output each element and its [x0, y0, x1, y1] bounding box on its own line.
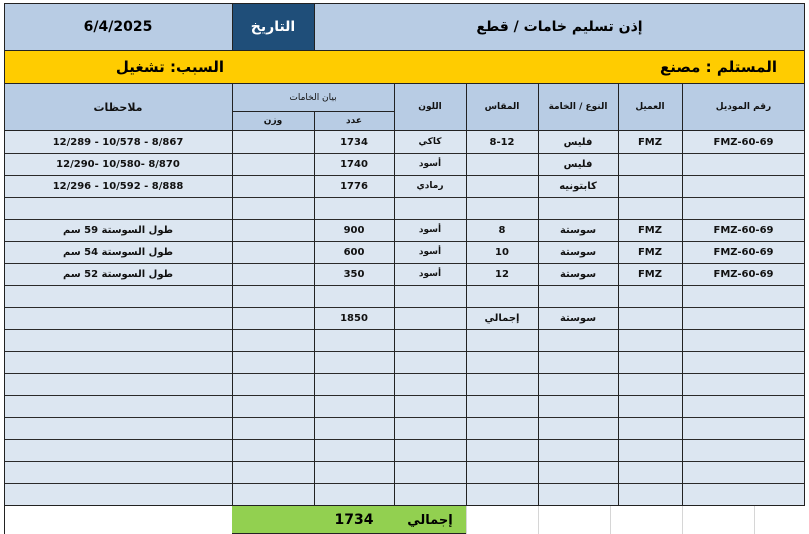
footer-spacer: [232, 506, 314, 534]
type-cell: [538, 483, 618, 505]
notes-cell: [4, 351, 232, 373]
row-divider: [4, 417, 805, 418]
notes-cell: [4, 307, 232, 329]
notes-cell: 12/290- 10/580- 8/870: [56, 158, 180, 170]
row-divider: [4, 219, 805, 220]
color-cell: أسود: [418, 225, 442, 235]
model-cell: FMZ-60-69: [713, 136, 774, 148]
model-cell: FMZ-60-69: [713, 246, 774, 258]
column-header-size: المقاس: [484, 102, 520, 112]
size-cell: [466, 175, 538, 197]
model-cell: [682, 153, 805, 175]
color-cell: أسود: [418, 247, 442, 257]
type-cell: [538, 351, 618, 373]
row-divider: [4, 175, 805, 176]
column-header-model: رقم الموديل: [715, 102, 772, 112]
footer-grid: [466, 506, 805, 534]
weight-cell: [232, 461, 314, 483]
size-cell: [466, 285, 538, 307]
total-value: 1734: [314, 506, 394, 534]
size-cell: [466, 483, 538, 505]
type-cell: [538, 417, 618, 439]
count-cell: [314, 197, 394, 219]
notes-cell: [4, 461, 232, 483]
column-header-color: اللون: [418, 102, 442, 112]
weight-cell: [232, 329, 314, 351]
size-cell: [466, 417, 538, 439]
color-cell: [394, 461, 466, 483]
weight-cell: [232, 241, 314, 263]
notes-cell: [4, 197, 232, 219]
color-cell: [394, 417, 466, 439]
count-cell: 1740: [340, 158, 368, 170]
count-cell: 350: [343, 268, 365, 280]
size-cell: [466, 439, 538, 461]
notes-cell: [4, 417, 232, 439]
count-cell: [314, 483, 394, 505]
client-cell: [618, 197, 682, 219]
row-divider: [4, 329, 805, 330]
client-cell: [618, 417, 682, 439]
column-header-client: العميل: [635, 102, 665, 112]
client-cell: FMZ: [637, 246, 663, 258]
row-divider: [4, 285, 805, 286]
notes-cell: [4, 439, 232, 461]
count-cell: 1776: [340, 180, 368, 192]
model-cell: [682, 285, 805, 307]
type-cell: [538, 329, 618, 351]
client-cell: [618, 373, 682, 395]
type-cell: [538, 285, 618, 307]
color-cell: أسود: [418, 269, 442, 279]
type-cell: سوستة: [559, 246, 597, 258]
row-divider: [4, 153, 805, 154]
model-cell: FMZ-60-69: [713, 268, 774, 280]
model-cell: [682, 329, 805, 351]
model-cell: [682, 439, 805, 461]
type-cell: سوستة: [559, 268, 597, 280]
client-cell: [618, 153, 682, 175]
type-cell: [538, 373, 618, 395]
recipient-text: المستلم : مصنع: [660, 58, 777, 76]
client-cell: [618, 285, 682, 307]
model-cell: [682, 373, 805, 395]
total-label: إجمالي: [394, 506, 466, 534]
row-divider: [4, 307, 805, 308]
notes-cell: طول السوستة 52 سم: [62, 268, 174, 280]
client-cell: [618, 329, 682, 351]
model-cell: FMZ-60-69: [713, 224, 774, 236]
reason-text: السبب: تشغيل: [115, 58, 224, 76]
weight-cell: [232, 417, 314, 439]
client-cell: [618, 483, 682, 505]
model-cell: [682, 307, 805, 329]
color-cell: [394, 307, 466, 329]
color-cell: [394, 197, 466, 219]
type-cell: فليس: [563, 158, 593, 170]
weight-cell: [232, 307, 314, 329]
weight-cell: [232, 263, 314, 285]
client-cell: FMZ: [637, 136, 663, 148]
model-cell: [682, 417, 805, 439]
type-cell: سوستة: [559, 224, 597, 236]
weight-cell: [232, 219, 314, 241]
type-cell: [538, 461, 618, 483]
model-cell: [682, 175, 805, 197]
row-divider: [4, 483, 805, 484]
size-cell: 8: [498, 224, 506, 236]
color-cell: [394, 395, 466, 417]
count-cell: [314, 461, 394, 483]
size-cell: 8-12: [489, 136, 515, 148]
weight-cell: [232, 483, 314, 505]
client-cell: FMZ: [637, 268, 663, 280]
model-cell: [682, 197, 805, 219]
model-cell: [682, 483, 805, 505]
model-cell: [682, 351, 805, 373]
notes-cell: 12/289 - 10/578 - 8/867: [52, 136, 184, 148]
weight-cell: [232, 175, 314, 197]
color-cell: [394, 483, 466, 505]
size-cell: 10: [495, 246, 509, 258]
weight-cell: [232, 395, 314, 417]
count-cell: 900: [343, 224, 365, 236]
color-cell: رمادي: [416, 181, 444, 191]
count-cell: [314, 285, 394, 307]
color-cell: [394, 439, 466, 461]
size-cell: [466, 373, 538, 395]
color-cell: [394, 351, 466, 373]
row-divider: [4, 373, 805, 374]
color-cell: كاكي: [418, 137, 442, 147]
weight-cell: [232, 285, 314, 307]
client-cell: [618, 439, 682, 461]
row-divider: [4, 439, 805, 440]
type-cell: فليس: [563, 136, 593, 148]
count-cell: [314, 395, 394, 417]
client-cell: [618, 307, 682, 329]
row-divider: [4, 263, 805, 264]
column-header-notes: ملاحظات: [93, 100, 143, 114]
count-cell: 1734: [340, 136, 368, 148]
count-cell: [314, 329, 394, 351]
color-cell: [394, 329, 466, 351]
weight-cell: [232, 439, 314, 461]
column-header-type: النوع / الخامة: [548, 102, 608, 112]
notes-cell: طول السوستة 59 سم: [62, 224, 174, 236]
model-cell: [682, 395, 805, 417]
model-cell: [682, 461, 805, 483]
weight-cell: [232, 153, 314, 175]
client-cell: FMZ: [637, 224, 663, 236]
row-divider: [4, 395, 805, 396]
column-header-weight: وزن: [263, 116, 283, 126]
size-cell: [466, 351, 538, 373]
count-cell: [314, 351, 394, 373]
count-cell: [314, 373, 394, 395]
count-cell: [314, 439, 394, 461]
type-cell: [538, 395, 618, 417]
size-cell: [466, 197, 538, 219]
weight-cell: [232, 373, 314, 395]
client-cell: [618, 461, 682, 483]
notes-cell: 12/296 - 10/592 - 8/888: [52, 180, 184, 192]
color-cell: [394, 373, 466, 395]
size-cell: 12: [495, 268, 509, 280]
type-cell: كابتونيه: [559, 180, 597, 192]
notes-cell: [4, 395, 232, 417]
client-cell: [618, 175, 682, 197]
size-cell: إجمالي: [484, 312, 520, 324]
client-cell: [618, 351, 682, 373]
count-cell: 1850: [340, 312, 368, 324]
column-header-material-group: بيان الخامات: [289, 93, 337, 103]
client-cell: [618, 395, 682, 417]
size-cell: [466, 153, 538, 175]
type-cell: [538, 439, 618, 461]
row-divider: [4, 241, 805, 242]
notes-cell: [4, 329, 232, 351]
notes-cell: [4, 483, 232, 505]
color-cell: أسود: [418, 159, 442, 169]
row-divider: [4, 197, 805, 198]
type-cell: سوستة: [559, 312, 597, 324]
color-cell: [394, 285, 466, 307]
weight-cell: [232, 131, 314, 153]
weight-cell: [232, 351, 314, 373]
size-cell: [466, 329, 538, 351]
weight-cell: [232, 197, 314, 219]
count-cell: [314, 417, 394, 439]
row-divider: [4, 461, 805, 462]
column-header-count: عدد: [346, 116, 362, 126]
row-divider: [4, 351, 805, 352]
size-cell: [466, 461, 538, 483]
notes-cell: [4, 373, 232, 395]
size-cell: [466, 395, 538, 417]
notes-cell: طول السوستة 54 سم: [62, 246, 174, 258]
notes-cell: [4, 285, 232, 307]
date-label: التاريخ: [232, 4, 314, 50]
type-cell: [538, 197, 618, 219]
date-value: 6/4/2025: [83, 19, 153, 35]
count-cell: 600: [343, 246, 365, 258]
page-title: إذن تسليم خامات / قطع: [476, 19, 643, 35]
